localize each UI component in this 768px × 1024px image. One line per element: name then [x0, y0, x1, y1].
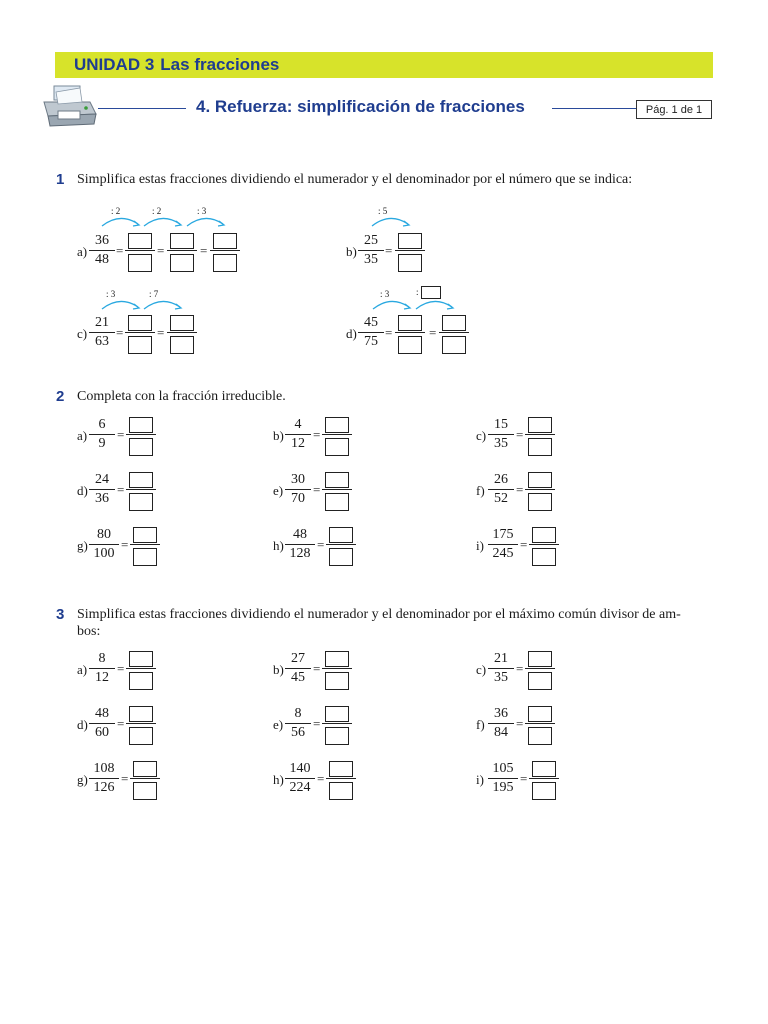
item-label: d) [77, 483, 88, 498]
ex2-item-c [476, 416, 626, 456]
numerator-box[interactable] [528, 651, 552, 667]
numerator-box[interactable] [170, 315, 194, 331]
equals: = [313, 661, 321, 676]
numerator-box[interactable] [325, 651, 349, 667]
printer-icon [40, 84, 98, 130]
ex2-item-f [476, 471, 626, 511]
page-title: 4. Refuerza: simplificación de fracciones [196, 97, 525, 116]
ex1-c-op-1: : 3 [106, 289, 116, 299]
numerator-box[interactable] [325, 417, 349, 433]
fraction [89, 471, 115, 508]
ex3-item-g [77, 760, 227, 800]
item-label: i) [476, 538, 484, 553]
fraction [89, 760, 119, 797]
ex2-item-e [273, 471, 423, 511]
denominator-box[interactable] [528, 672, 552, 690]
denominator-box[interactable] [528, 727, 552, 745]
denominator-box[interactable] [128, 254, 152, 272]
item-label: a) [77, 244, 88, 259]
ex1-d-divisor-box[interactable] [421, 286, 441, 299]
denominator-box[interactable] [329, 782, 353, 800]
numerator-box[interactable] [129, 651, 153, 667]
numerator: 36 [89, 232, 115, 251]
ex1-item-b [346, 232, 466, 272]
equals: = [157, 325, 165, 340]
numerator-box[interactable] [213, 233, 237, 249]
numerator: 15 [488, 416, 514, 435]
item-label: h) [273, 772, 284, 787]
denominator: 52 [494, 491, 508, 506]
ex1-item-d [346, 314, 506, 354]
denominator-box[interactable] [133, 548, 157, 566]
numerator: 21 [488, 650, 514, 669]
item-label: d) [77, 717, 88, 732]
exercise-1-instruction: Simplifica estas fracciones dividiendo el numerador y el denominador por el número que se indica: [77, 172, 633, 187]
exercise-2-instruction: Completa con la fracción irreducible. [77, 389, 286, 404]
numerator-box[interactable] [398, 315, 422, 331]
numerator-box[interactable] [129, 417, 153, 433]
denominator: 36 [95, 491, 109, 506]
ex1-c-op-2: : 7 [149, 289, 159, 299]
numerator-box[interactable] [329, 527, 353, 543]
fraction [89, 705, 115, 742]
equals: = [313, 482, 321, 497]
denominator-box[interactable] [129, 727, 153, 745]
numerator: 21 [89, 314, 115, 333]
ex1-a-op-2: : 2 [152, 206, 162, 216]
denominator-box[interactable] [329, 548, 353, 566]
numerator-box[interactable] [325, 706, 349, 722]
fraction [89, 314, 115, 351]
numerator-box[interactable] [442, 315, 466, 331]
ex2-item-d [77, 471, 227, 511]
fraction [89, 650, 115, 687]
denominator-box[interactable] [532, 548, 556, 566]
fraction [285, 705, 311, 742]
numerator: 105 [488, 760, 518, 779]
ex2-item-g [77, 526, 227, 566]
exercise-3-instruction-line-1: Simplifica estas fracciones dividiendo el numerador y el denominador por el máximo común divisor de am- [77, 607, 681, 622]
title-rule-left [98, 108, 186, 109]
denominator: 75 [364, 334, 378, 349]
unit-title: Las fracciones [160, 55, 280, 74]
item-label: e) [273, 717, 284, 732]
ex3-item-d [77, 705, 227, 745]
denominator-box[interactable] [133, 782, 157, 800]
denominator: 12 [95, 670, 109, 685]
equals: = [117, 427, 125, 442]
fraction [488, 760, 518, 797]
ex3-item-i [476, 760, 626, 800]
fraction [89, 416, 115, 453]
numerator: 27 [285, 650, 311, 669]
ex2-item-a [77, 416, 227, 456]
denominator-box[interactable] [170, 254, 194, 272]
exercise-3-instruction-line-2: bos: [77, 624, 101, 639]
numerator: 26 [488, 471, 514, 490]
equals: = [116, 325, 124, 340]
ex3-item-c [476, 650, 626, 690]
ex1-item-c [77, 314, 277, 354]
denominator-box[interactable] [325, 672, 349, 690]
denominator: 100 [93, 546, 115, 561]
numerator: 48 [89, 705, 115, 724]
equals: = [313, 716, 321, 731]
numerator-box[interactable] [325, 472, 349, 488]
denominator-box[interactable] [325, 493, 349, 511]
item-label: c) [476, 428, 487, 443]
ex2-item-h [273, 526, 423, 566]
ex3-item-b [273, 650, 423, 690]
denominator: 35 [494, 670, 508, 685]
ex1-b-op-1: : 5 [378, 206, 388, 216]
fraction [285, 760, 315, 797]
title-rule-right [552, 108, 636, 109]
item-label: e) [273, 483, 284, 498]
fraction [488, 416, 514, 453]
equals: = [385, 243, 393, 258]
ex1-item-a [77, 232, 337, 272]
item-label: a) [77, 662, 88, 677]
equals: = [516, 482, 524, 497]
fraction [358, 314, 384, 351]
equals: = [516, 716, 524, 731]
denominator-box[interactable] [129, 493, 153, 511]
equals: = [117, 716, 125, 731]
numerator: 6 [89, 416, 115, 435]
denominator-box[interactable] [325, 438, 349, 456]
numerator: 48 [285, 526, 315, 545]
numerator: 8 [89, 650, 115, 669]
ex3-item-e [273, 705, 423, 745]
numerator-box[interactable] [129, 472, 153, 488]
denominator: 224 [289, 780, 311, 795]
denominator-box[interactable] [442, 336, 466, 354]
numerator: 4 [285, 416, 311, 435]
denominator: 35 [494, 436, 508, 451]
ex3-item-h [273, 760, 423, 800]
denominator-box[interactable] [528, 493, 552, 511]
unit-number: UNIDAD 3 [74, 55, 155, 74]
item-label: g) [77, 538, 88, 553]
equals: = [116, 243, 124, 258]
denominator-box[interactable] [170, 336, 194, 354]
denominator-box[interactable] [325, 727, 349, 745]
denominator-box[interactable] [129, 438, 153, 456]
item-label: b) [273, 662, 284, 677]
fraction [488, 650, 514, 687]
numerator-box[interactable] [532, 761, 556, 777]
exercise-2-number: 2 [56, 388, 65, 405]
denominator-box[interactable] [532, 782, 556, 800]
fraction [358, 232, 384, 269]
ex1-d-op-1: : 3 [380, 289, 390, 299]
unit-heading [74, 54, 279, 76]
ex3-item-a [77, 650, 227, 690]
ex2-item-b [273, 416, 423, 456]
numerator-box[interactable] [128, 233, 152, 249]
denominator: 63 [95, 334, 109, 349]
numerator: 30 [285, 471, 311, 490]
denominator: 195 [492, 780, 514, 795]
equals: = [121, 537, 129, 552]
item-label: d) [346, 326, 357, 341]
equals: = [317, 537, 325, 552]
denominator: 56 [291, 725, 305, 740]
denominator: 35 [364, 252, 378, 267]
denominator-box[interactable] [128, 336, 152, 354]
numerator-box[interactable] [398, 233, 422, 249]
item-label: b) [273, 428, 284, 443]
fraction [89, 526, 119, 563]
numerator: 25 [358, 232, 384, 251]
item-label: i) [476, 772, 484, 787]
numerator-box[interactable] [128, 315, 152, 331]
numerator-box[interactable] [528, 706, 552, 722]
numerator: 45 [358, 314, 384, 333]
fraction [488, 526, 518, 563]
page-indicator: Pág. 1 de 1 [636, 100, 712, 119]
item-label: c) [77, 326, 88, 341]
denominator: 84 [494, 725, 508, 740]
denominator-box[interactable] [528, 438, 552, 456]
denominator-box[interactable] [398, 336, 422, 354]
numerator-box[interactable] [329, 761, 353, 777]
numerator: 80 [89, 526, 119, 545]
numerator-box[interactable] [133, 761, 157, 777]
ex2-item-i [476, 526, 626, 566]
numerator-box[interactable] [528, 472, 552, 488]
denominator-box[interactable] [398, 254, 422, 272]
fraction [285, 416, 311, 453]
numerator: 8 [285, 705, 311, 724]
exercise-3-number: 3 [56, 606, 65, 623]
fraction [285, 526, 315, 563]
denominator: 245 [492, 546, 514, 561]
denominator-box[interactable] [129, 672, 153, 690]
denominator: 128 [289, 546, 311, 561]
denominator: 12 [291, 436, 305, 451]
numerator: 24 [89, 471, 115, 490]
ex1-d-op-2: : [416, 287, 419, 297]
item-label: h) [273, 538, 284, 553]
fraction [488, 471, 514, 508]
item-label: a) [77, 428, 88, 443]
denominator: 70 [291, 491, 305, 506]
numerator: 108 [89, 760, 119, 779]
ex1-a-op-3: : 3 [197, 206, 207, 216]
numerator-box[interactable] [532, 527, 556, 543]
equals: = [157, 243, 165, 258]
equals: = [516, 661, 524, 676]
fraction [285, 650, 311, 687]
item-label: f) [476, 717, 485, 732]
exercise-1-number: 1 [56, 171, 65, 188]
denominator: 48 [95, 252, 109, 267]
denominator: 9 [98, 436, 106, 451]
numerator: 36 [488, 705, 514, 724]
ex1-b-arrows [370, 204, 430, 228]
equals: = [385, 325, 393, 340]
equals: = [121, 771, 129, 786]
equals: = [117, 661, 125, 676]
item-label: g) [77, 772, 88, 787]
item-label: b) [346, 244, 357, 259]
equals: = [520, 771, 528, 786]
equals: = [313, 427, 321, 442]
numerator-box[interactable] [170, 233, 194, 249]
fraction [89, 232, 115, 269]
denominator: 45 [291, 670, 305, 685]
item-label: c) [476, 662, 487, 677]
ex3-item-f [476, 705, 626, 745]
equals: = [317, 771, 325, 786]
numerator: 175 [488, 526, 518, 545]
fraction [488, 705, 514, 742]
denominator: 126 [93, 780, 115, 795]
ex1-c-arrows [96, 287, 206, 311]
numerator-box[interactable] [129, 706, 153, 722]
equals: = [117, 482, 125, 497]
fraction [285, 471, 311, 508]
ex1-a-op-1: : 2 [111, 206, 121, 216]
item-label: f) [476, 483, 485, 498]
denominator-box[interactable] [213, 254, 237, 272]
equals: = [429, 325, 437, 340]
equals: = [516, 427, 524, 442]
denominator: 60 [95, 725, 109, 740]
numerator-box[interactable] [133, 527, 157, 543]
numerator: 140 [285, 760, 315, 779]
numerator-box[interactable] [528, 417, 552, 433]
equals: = [200, 243, 208, 258]
equals: = [520, 537, 528, 552]
ex1-a-arrows [96, 204, 246, 228]
